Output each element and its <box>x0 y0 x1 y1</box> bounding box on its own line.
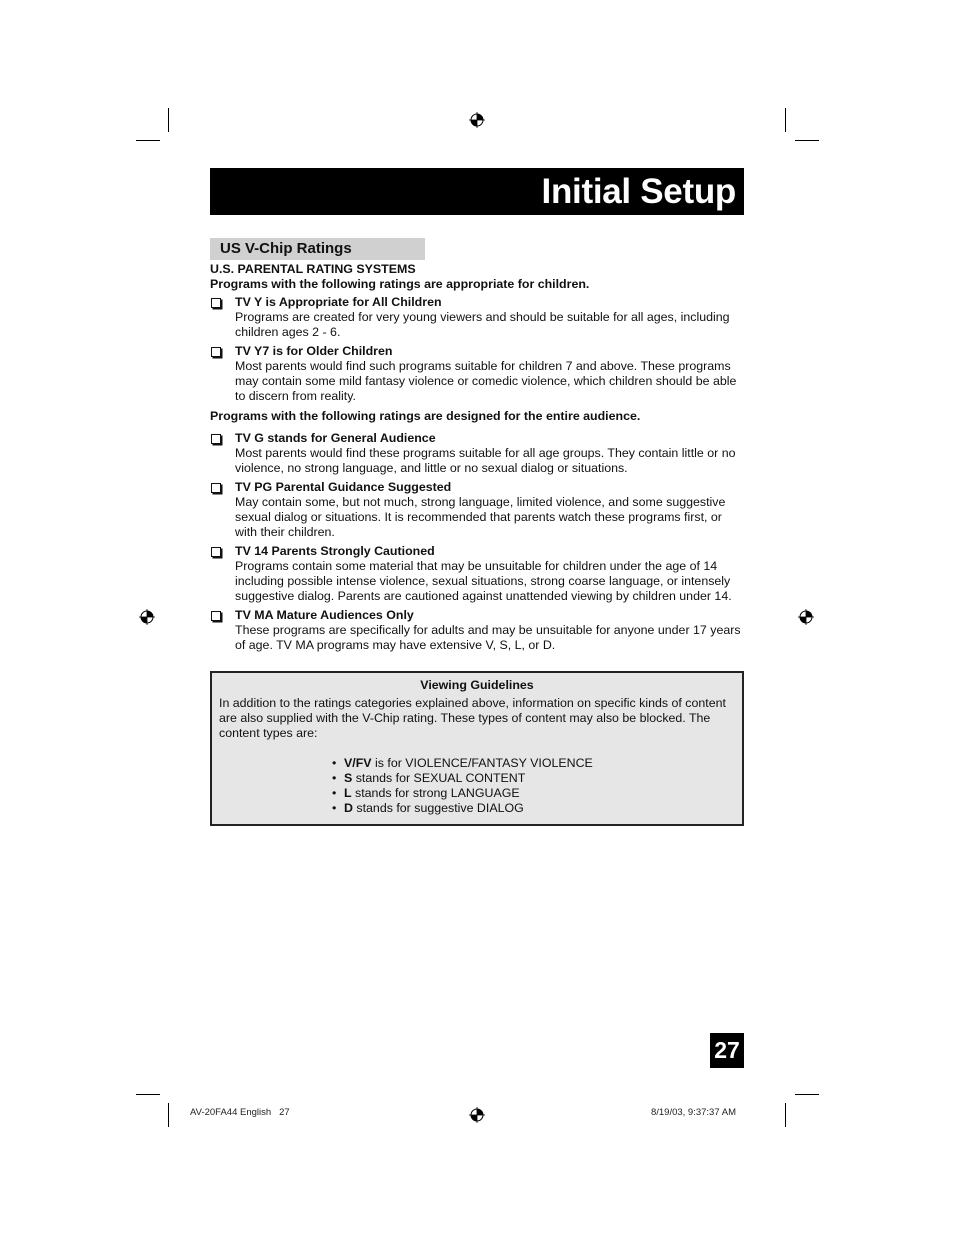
checkbox-icon <box>211 298 221 308</box>
list-item <box>332 801 742 816</box>
footer-right: 8/19/03, 9:37:37 AM <box>650 1107 736 1118</box>
rating-title: TV G stands for General Audience <box>235 431 436 445</box>
content-desc: stands for suggestive DIALOG <box>352 801 524 815</box>
crop-mark <box>785 108 786 132</box>
rating-item <box>210 608 744 653</box>
viewing-guidelines-box <box>210 671 744 826</box>
crop-mark <box>136 140 160 141</box>
rating-title: TV Y7 is for Older Children <box>235 344 393 358</box>
rating-title: TV 14 Parents Strongly Cautioned <box>235 544 435 558</box>
registration-target-icon <box>139 609 155 625</box>
list-item <box>332 771 742 786</box>
rating-description: Most parents would find such programs suitable for children 7 and above. These programs may contain some mild fantasy violence or comedic violence, which children should be able to discern from reality. <box>235 359 737 403</box>
crop-mark <box>795 1094 819 1095</box>
rating-item <box>210 431 744 476</box>
rating-title: TV MA Mature Audiences Only <box>235 608 414 622</box>
registration-target-icon <box>469 112 485 128</box>
rating-item <box>210 295 744 340</box>
content-code: D <box>344 801 353 815</box>
rating-description: May contain some, but not much, strong language, limited violence, and some suggestive sexual dialog or situations. It is recommended that parents watch these programs first, or with their children. <box>235 495 726 539</box>
registration-target-icon <box>798 609 814 625</box>
crop-mark <box>168 1103 169 1127</box>
content-desc: stands for strong LANGUAGE <box>351 786 520 800</box>
rating-description: These programs are specifically for adults and may be unsuitable for anyone under 17 years of age. TV MA programs may have extensive V, S, L, or D. <box>235 623 741 652</box>
crop-mark <box>795 140 819 141</box>
crop-mark <box>785 1103 786 1127</box>
crop-mark <box>136 1094 160 1095</box>
rating-item <box>210 544 744 604</box>
page-number: 27 <box>710 1033 744 1068</box>
checkbox-icon <box>211 434 221 444</box>
checkbox-icon <box>211 611 221 621</box>
guidelines-title: Viewing Guidelines <box>420 678 534 692</box>
intro-audience: Programs with the following ratings are designed for the entire audience. <box>210 409 641 423</box>
content-type-list <box>212 756 742 816</box>
checkbox-icon <box>211 547 221 557</box>
rating-description: Programs contain some material that may be unsuitable for children under the age of 14 including possible intense violence, sexual situations, strong coarse language, or intensely suggestive dialog. Parents are cautioned against unattended viewing by children under 14. <box>235 559 732 603</box>
section-title: US V-Chip Ratings <box>220 240 352 257</box>
crop-mark <box>168 108 169 132</box>
checkbox-icon <box>211 347 221 357</box>
content-code: L <box>344 786 352 800</box>
rating-title: TV PG Parental Guidance Suggested <box>235 480 452 494</box>
ratings-content <box>210 262 744 653</box>
rating-system-title: U.S. PARENTAL RATING SYSTEMS <box>210 262 416 276</box>
list-item <box>332 756 742 771</box>
rating-item <box>210 344 744 404</box>
section-label <box>210 238 425 260</box>
rating-item <box>210 480 744 540</box>
registration-target-icon <box>469 1107 485 1123</box>
header-bar <box>210 168 744 215</box>
rating-title: TV Y is Appropriate for All Children <box>235 295 442 309</box>
footer-left: AV-20FA44 English 27 <box>190 1107 290 1118</box>
content-desc: is for VIOLENCE/FANTASY VIOLENCE <box>371 756 593 770</box>
checkbox-icon <box>211 483 221 493</box>
content-code: S <box>344 771 353 785</box>
rating-description: Programs are created for very young viewers and should be suitable for all ages, including children ages 2 - 6. <box>235 310 730 339</box>
content-desc: stands for SEXUAL CONTENT <box>352 771 526 785</box>
guidelines-text: In addition to the ratings categories explained above, information on specific kinds of content are also supplied with the V-Chip rating. These types of content may also be blocked. The content types are: <box>219 696 726 740</box>
intro-children: Programs with the following ratings are appropriate for children. <box>210 277 590 291</box>
list-item <box>332 786 742 801</box>
rating-description: Most parents would find these programs suitable for all age groups. They contain little or no violence, no strong language, and little or no sexual dialog or situations. <box>235 446 736 475</box>
content-code: V/FV <box>344 756 372 770</box>
page-title: Initial Setup <box>541 172 736 211</box>
